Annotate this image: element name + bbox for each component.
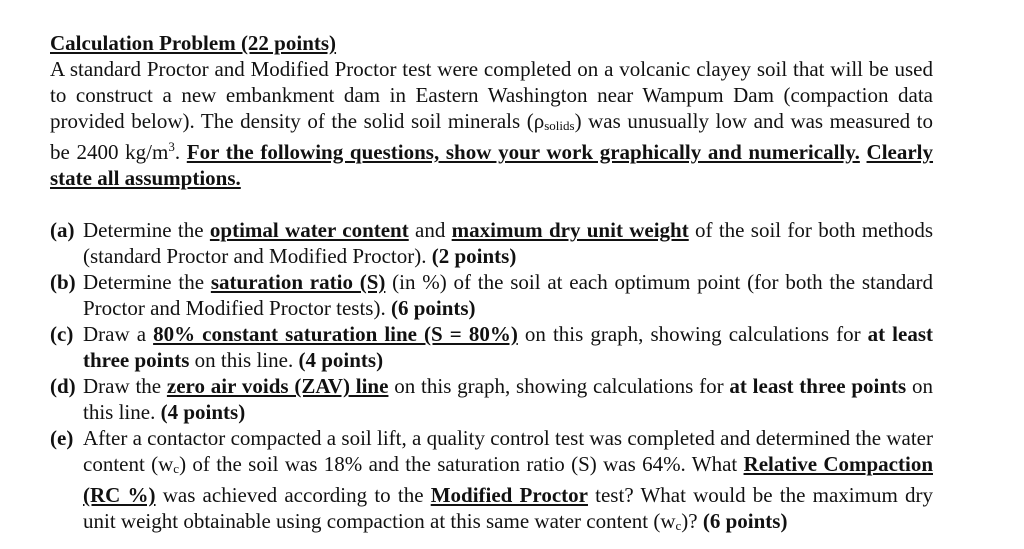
problem-intro: A standard Proctor and Modified Proctor test were completed on a volcanic clayey soil that will be used to construct a new embankment dam in Eastern Washington near Wampum Dam (compaction data provided below). The density of the solid soil minerals (ρsolids) was unusually low and was measured to be 2400 $kg/m^3$. For the following questions, show your work graphically and numerically. Clearly state all assumptions.: [50, 57, 934, 190]
question-a: [50, 217, 933, 269]
question-label: (a): [50, 218, 75, 242]
problem-document: [50, 30, 933, 539]
points: (4 points): [160, 400, 246, 424]
question-text: Draw the zero air voids (ZAV) line on this graph, showing calculations for at least three points on this line. (4 points): [83, 374, 933, 424]
question-text: Determine the optimal water content and maximum dry unit weight of the soil for both methods (standard Proctor and Modified Proctor). (2 points): [83, 218, 933, 268]
question-label: (d): [50, 374, 76, 398]
question-text: After a contactor compacted a soil lift, a quality control test was completed and determined the water content (wc) of the soil was 18% and the saturation ratio (S) was 64%. What Relative Compaction (RC %) was achieved according to the Modified Proctor test? What would be the maximum dry unit weight obtainable using compaction at this same water content (wc)? (6 points): [83, 426, 933, 533]
problem-title: Calculation Problem (22 points): [50, 31, 337, 55]
points: (6 points): [390, 296, 476, 320]
question-label: (b): [50, 270, 76, 294]
question-c: [50, 321, 933, 373]
rho-subscript: solids: [544, 118, 575, 133]
question-b: [50, 269, 933, 321]
points: (4 points): [298, 348, 384, 372]
instruction-show-work: For the following questions, show your work graphically and numerically.: [186, 140, 860, 164]
points: (2 points): [431, 244, 517, 268]
question-e: [50, 425, 933, 539]
question-d: [50, 373, 933, 425]
question-text: Determine the saturation ratio (S) (in %) of the soil at each optimum point (for both the standard Proctor and Modified Proctor tests). (6 points): [83, 270, 934, 320]
question-label: (e): [50, 426, 74, 450]
instruction-assumptions: Clearly state all assumptions.: [50, 140, 934, 190]
question-label: (c): [50, 322, 74, 346]
question-text: Draw a 80% constant saturation line (S = 80%) on this graph, showing calculations for at least three points on this line. (4 points): [83, 322, 934, 372]
points: (6 points): [702, 509, 788, 533]
cubed-superscript: 3: [168, 139, 175, 154]
